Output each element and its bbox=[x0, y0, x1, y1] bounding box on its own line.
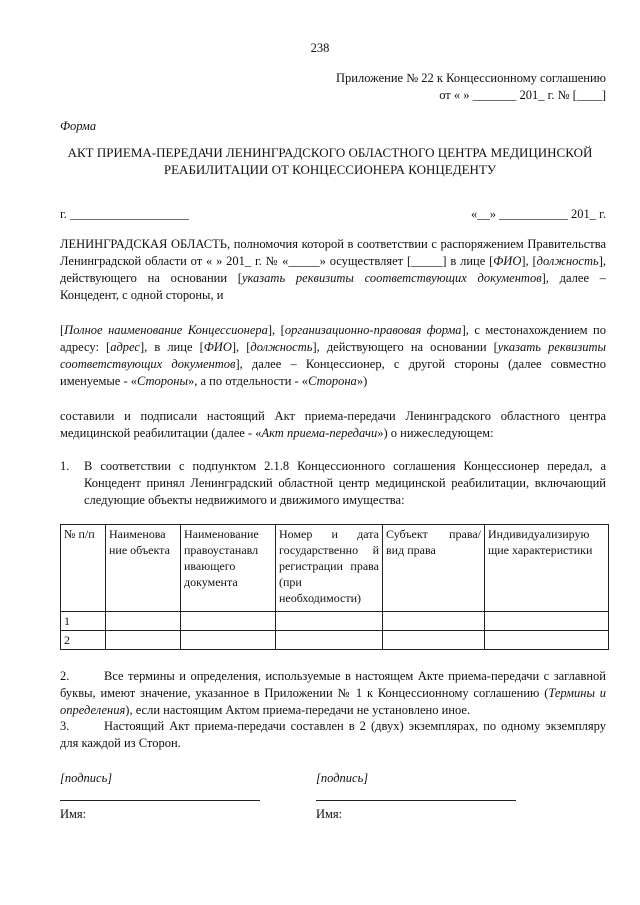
property-table bbox=[60, 524, 609, 650]
text-span: ], далее – Концедент, с одной стороны, и bbox=[60, 271, 607, 302]
text-span: ], действующего на основании [ bbox=[60, 254, 606, 285]
term-party: Сторона bbox=[308, 374, 357, 388]
table-cell bbox=[106, 612, 181, 631]
form-label: Форма bbox=[60, 119, 97, 133]
text-span: ], [ bbox=[267, 323, 285, 337]
name-label-right: Имя: bbox=[316, 807, 343, 821]
table-cell bbox=[485, 631, 609, 650]
text-span: ») bbox=[356, 374, 368, 388]
placeholder-requisites: указать реквизиты соответствующих документов bbox=[60, 340, 606, 371]
column-header: № п/п bbox=[61, 525, 106, 612]
column-header: Наименова ние объекта bbox=[106, 525, 181, 612]
column-header: Субъект права/ вид права bbox=[383, 525, 485, 612]
placeholder-fio: ФИО bbox=[203, 340, 232, 354]
clause-3 bbox=[60, 718, 606, 752]
clause-number: 2. bbox=[60, 669, 70, 683]
term-parties: Стороны bbox=[137, 374, 188, 388]
table-cell bbox=[181, 612, 276, 631]
text-span: ), если настоящим Актом приема-передачи не установлено иное. bbox=[125, 703, 471, 717]
text-span: ], с местонахождением по адресу: [ bbox=[60, 323, 606, 354]
placeholder-requisites: указать реквизиты соответствующих документов bbox=[241, 271, 542, 285]
appendix-line-2: от « » _______ 201_ г. № [____] bbox=[439, 88, 606, 102]
place-line: г. ___________________ bbox=[60, 207, 189, 221]
table-row bbox=[61, 631, 609, 650]
column-header: Наименование правоустанавл ивающего документа bbox=[181, 525, 276, 612]
date-line: «__» ___________ 201_ г. bbox=[471, 207, 606, 221]
text-span: Настоящий Акт приема-передачи составлен в 2 (двух) экземплярах, по одному экземпляру для каждой из Сторон. bbox=[60, 719, 606, 750]
table-header-row bbox=[61, 525, 609, 612]
table-cell bbox=[383, 631, 485, 650]
text-span: Все термины и определения, используемые в настоящем Акте приема-передачи с заглавной буквы, имеют значение, указанное в Приложении № 1 к Концессионному соглашению ( bbox=[60, 669, 606, 700]
term-definitions: Термины и определения bbox=[60, 686, 606, 717]
table-cell bbox=[106, 631, 181, 650]
signature-line-left bbox=[60, 800, 260, 801]
table-cell: 1 bbox=[61, 612, 106, 631]
signature-label-right: [подпись] bbox=[316, 771, 369, 785]
text-span: составили и подписали настоящий Акт приема-передачи Ленинградского областного центра медицинской реабилитации (далее - « bbox=[60, 409, 606, 440]
column-header: Индивидуализирую щие характеристики bbox=[485, 525, 609, 612]
table-cell bbox=[276, 631, 383, 650]
paragraph-concessionaire bbox=[60, 322, 606, 390]
table-cell: 2 bbox=[61, 631, 106, 650]
signature-label-left: [подпись] bbox=[60, 771, 113, 785]
appendix-line-1: Приложение № 22 к Концессионному соглашению bbox=[336, 71, 606, 85]
clause-2 bbox=[60, 668, 606, 719]
name-label-left: Имя: bbox=[60, 807, 87, 821]
text-span: ») о нижеследующем: bbox=[377, 426, 494, 440]
text-span: [ bbox=[60, 323, 65, 337]
placeholder-address: адрес bbox=[110, 340, 140, 354]
appendix-header bbox=[336, 70, 606, 104]
clause-number: 1. bbox=[60, 459, 70, 473]
clause-text: В соответствии с подпунктом 2.1.8 Концессионного соглашения Концессионер передал, а Концедент принял Ленинградский областной центр медицинской реабилитации, включающий следующие объекты недвижимого и движимого имущества: bbox=[84, 459, 606, 507]
term-act: Акт приема-передачи bbox=[261, 426, 378, 440]
document-title: АКТ ПРИЕМА-ПЕРЕДАЧИ ЛЕНИНГРАДСКОГО ОБЛАСТНОГО ЦЕНТРА МЕДИЦИНСКОЙ РЕАБИЛИТАЦИИ ОТ КОНЦЕССИОНЕРА КОНЦЕДЕНТУ bbox=[67, 145, 593, 177]
table-cell bbox=[383, 612, 485, 631]
signature-line-right bbox=[316, 800, 516, 801]
text-span: ЛЕНИНГРАДСКАЯ ОБЛАСТЬ, полномочия которой в соответствии с распоряжением Правительства Ленинградской области от « » 201_ г. № «_____» осуществляет [_____] в лице [ bbox=[60, 237, 606, 268]
text-span: ], в лице [ bbox=[139, 340, 204, 354]
text-span: », а по отдельности - « bbox=[187, 374, 309, 388]
table-cell bbox=[485, 612, 609, 631]
placeholder-position: должность bbox=[250, 340, 313, 354]
paragraph-concedent bbox=[60, 236, 606, 304]
text-span: ], [ bbox=[521, 254, 537, 268]
placeholder-legal-form: организационно-правовая форма bbox=[284, 323, 462, 337]
text-span: ], [ bbox=[231, 340, 251, 354]
table-row bbox=[61, 612, 609, 631]
placeholder-position: должность bbox=[536, 254, 599, 268]
clause-1 bbox=[60, 458, 606, 509]
table-cell bbox=[276, 612, 383, 631]
paragraph-preamble bbox=[60, 408, 606, 442]
page-number: 238 bbox=[310, 41, 330, 55]
column-header: Номер и дата государственно й регистрации права (при необходимости) bbox=[276, 525, 383, 612]
placeholder-fio: ФИО bbox=[493, 254, 522, 268]
text-span: ], действующего на основании [ bbox=[312, 340, 498, 354]
clause-number: 3. bbox=[60, 719, 70, 733]
text-span: ], далее – Концессионер, с другой стороны (далее совместно именуемые - « bbox=[60, 357, 606, 388]
table-cell bbox=[181, 631, 276, 650]
placeholder-name: Полное наименование Концессионера bbox=[64, 323, 268, 337]
